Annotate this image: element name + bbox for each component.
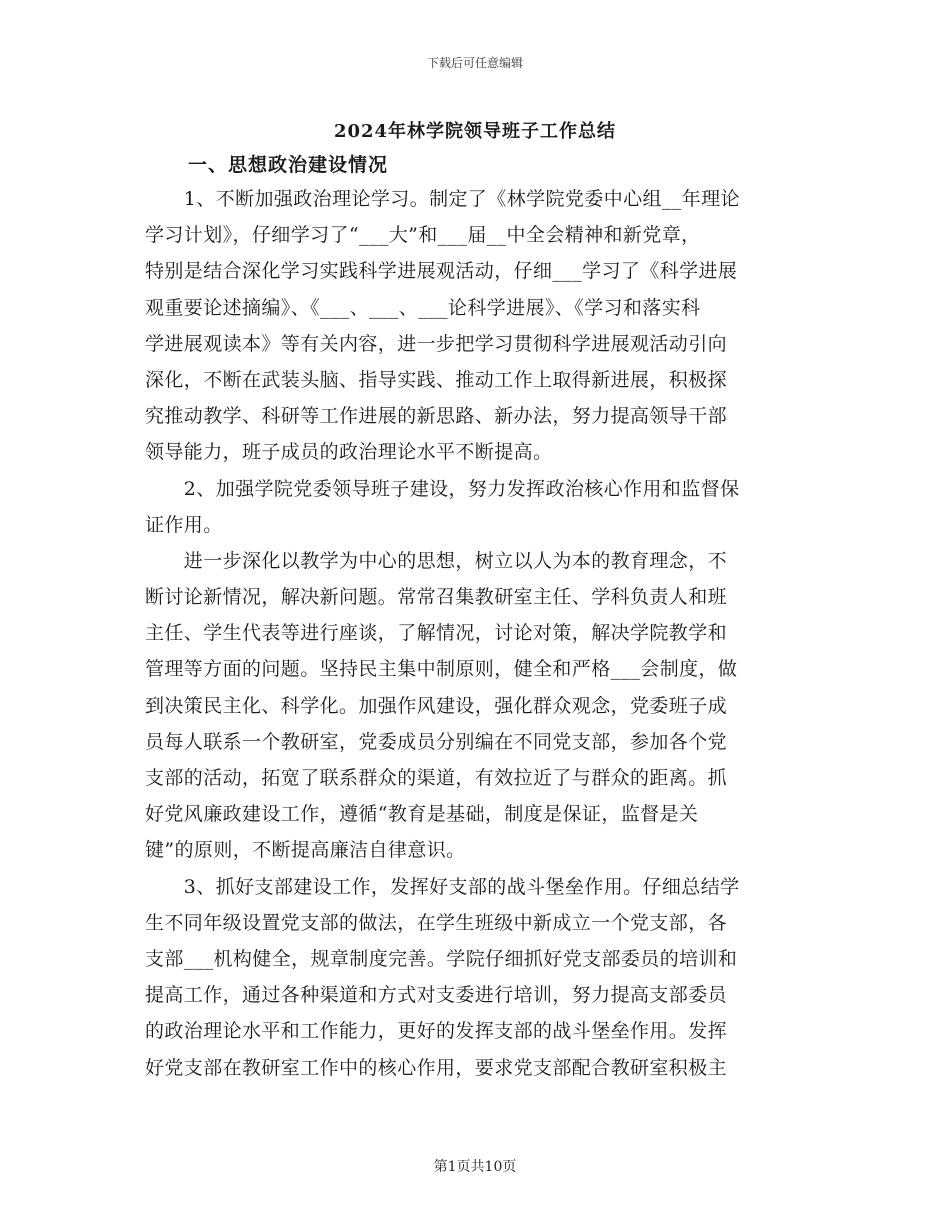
body-line: 证作用。 — [145, 513, 223, 536]
body-line: 的政治理论水平和工作能力，更好的发挥支部的战斗堡垒作用。发挥 — [145, 1020, 728, 1043]
body-line: 提高工作，通过各种渠道和方式对支委进行培训，努力提高支部委员 — [145, 984, 728, 1007]
page-header-note: 下载后可任意编辑 — [426, 56, 523, 70]
body-line: 观重要论述摘编》、《___、___、___论科学进展》、《学习和落实科 — [145, 296, 701, 319]
body-line: 生不同年级设置党支部的做法，在学生班级中新成立一个党支部，各 — [145, 911, 728, 934]
body-line: 键”的原则，不断提高廉洁自律意识。 — [145, 839, 466, 862]
body-line: 领导能力，班子成员的政治理论水平不断提高。 — [145, 441, 553, 464]
document-body — [145, 181, 815, 1086]
body-line: 深化，不断在武装头脑、指导实践、推动工作上取得新进展，积极探 — [145, 368, 728, 391]
body-line: 员每人联系一个教研室，党委成员分别编在不同党支部，参加各个党 — [145, 730, 728, 753]
body-line: 支部___机构健全，规章制度完善。学院仔细抓好党支部委员的培训和 — [145, 947, 738, 970]
section-heading: 一、思想政治建设情况 — [188, 154, 389, 176]
body-line: 管理等方面的问题。坚持民主集中制原则，健全和严格___会制度，做 — [145, 658, 738, 681]
page-number: 第1页共10页 — [433, 1159, 517, 1175]
document-title: 2024年林学院领导班子工作总结 — [333, 121, 617, 142]
body-line: 好党支部在教研室工作中的核心作用，要求党支部配合教研室积极主 — [145, 1056, 728, 1079]
body-line: 支部的活动，拓宽了联系群众的渠道，有效拉近了与群众的距离。抓 — [145, 767, 728, 789]
body-line: 到决策民主化、科学化。加强作风建设，强化群众观念，党委班子成 — [145, 694, 728, 717]
body-line: 学进展观读本》等有关内容，进一步把学习贯彻科学进展观活动引向 — [145, 332, 728, 355]
body-line: 特别是结合深化学习实践科学进展观活动，仔细___学习了《科学进展 — [145, 260, 738, 283]
body-line: 主任、学生代表等进行座谈，了解情况，讨论对策，解决学院教学和 — [145, 622, 728, 645]
body-line: 学习计划》，仔细学习了“___大”和___届__中全会精神和新党章， — [145, 224, 701, 247]
body-line: 究推动教学、科研等工作进展的新思路、新办法，努力提高领导干部 — [145, 405, 728, 428]
body-line: 进一步深化以教学为中心的思想，树立以人为本的教育理念，不 — [145, 549, 728, 572]
body-line: 3、抓好支部建设工作，发挥好支部的战斗堡垒作用。仔细总结学 — [145, 875, 740, 898]
body-line: 1、不断加强政治理论学习。制定了《林学院党委中心组__年理论 — [145, 188, 740, 210]
body-line: 好党风廉政建设工作，遵循“教育是基础，制度是保证，监督是关 — [145, 803, 699, 826]
body-line: 2、加强学院党委领导班子建设，努力发挥政治核心作用和监督保 — [145, 477, 740, 500]
body-line: 断讨论新情况，解决新问题。常常召集教研室主任、学科负责人和班 — [145, 586, 728, 609]
